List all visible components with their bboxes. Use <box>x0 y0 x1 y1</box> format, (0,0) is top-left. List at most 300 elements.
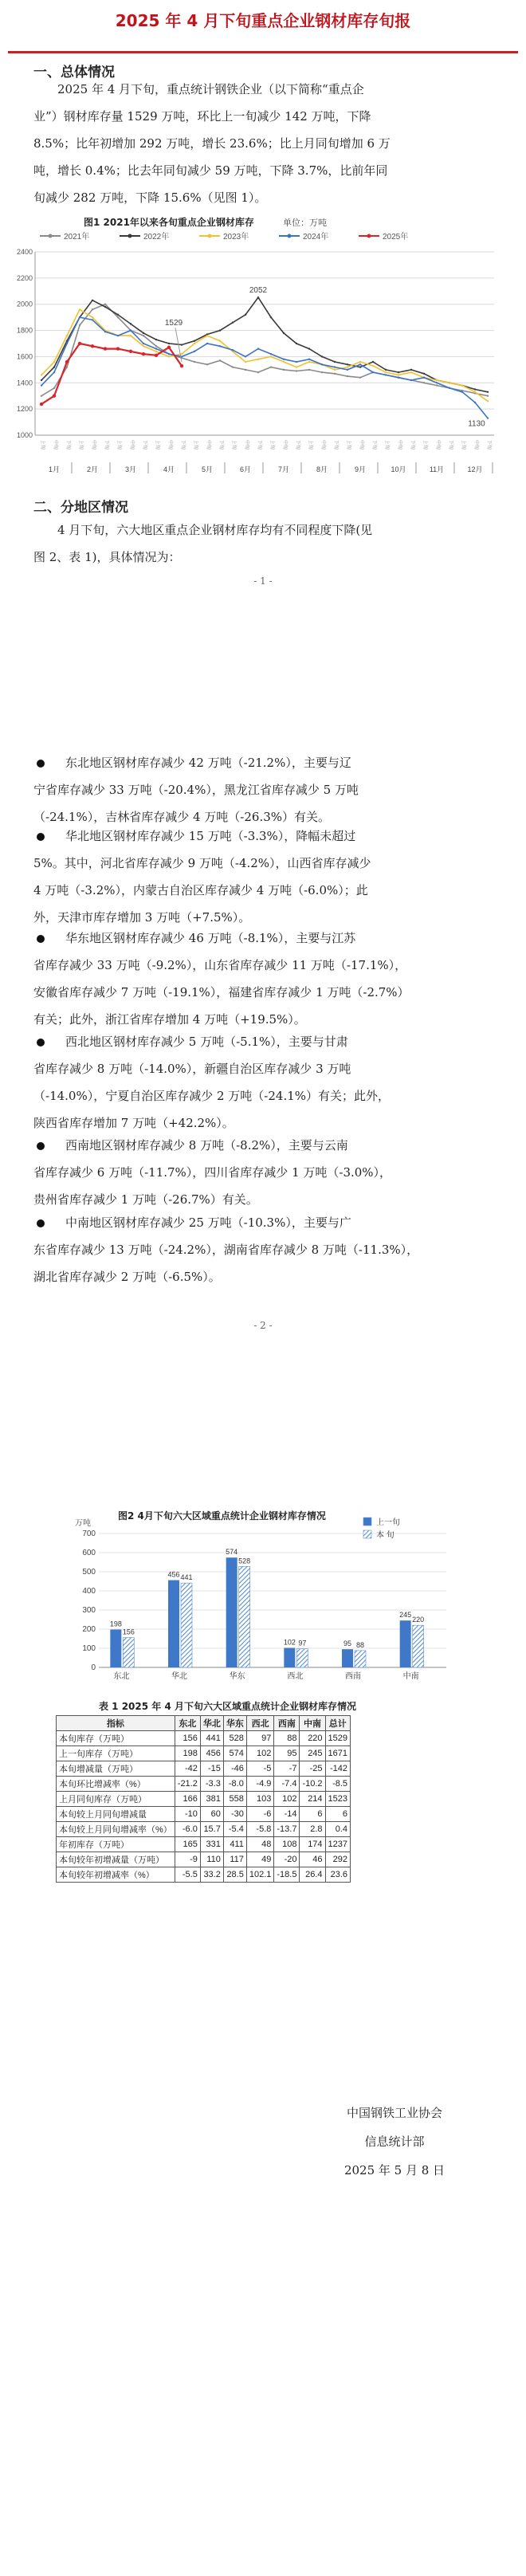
data-point <box>104 304 106 305</box>
region-line: 有关；此外，浙江省库存增加 4 万吨（+19.5%）。 <box>33 1012 306 1027</box>
x-dekad-label: 中旬 <box>473 440 478 450</box>
data-point <box>155 351 157 352</box>
table-row-label: 本旬较年初增减量（万吨） <box>57 1852 175 1867</box>
data-point <box>372 371 374 373</box>
report-title: 2025 年 4 月下旬重点企业钢材库存旬报 <box>115 11 411 30</box>
figure2-title: 图2 4月下旬六大区域重点统计企业钢材库存情况 <box>118 1510 326 1522</box>
table-cell: -5.5 <box>175 1867 200 1883</box>
table-cell: 117 <box>223 1852 246 1867</box>
x-dekad-label: 下旬 <box>218 440 223 450</box>
table-header-cell: 指标 <box>57 1716 175 1731</box>
legend-label: 2021年 <box>64 233 90 242</box>
y-tick-label: 200 <box>82 1625 96 1634</box>
table1 <box>56 1715 351 1883</box>
data-point <box>461 384 463 386</box>
table-header-cell: 东北 <box>175 1716 200 1731</box>
data-point <box>474 391 476 393</box>
data-point <box>206 343 208 344</box>
data-point <box>53 387 55 389</box>
table-cell: -4.9 <box>246 1777 274 1792</box>
data-point <box>181 353 183 355</box>
x-category-label: 华北 <box>171 1672 187 1681</box>
annotation-label: 1529 <box>164 319 183 328</box>
x-dekad-label: 上旬 <box>384 440 389 450</box>
table-cell: -18.5 <box>274 1867 300 1883</box>
data-point <box>487 391 489 393</box>
table-row <box>57 1731 351 1746</box>
page-number: - 1 - <box>253 575 273 587</box>
data-point <box>232 366 234 367</box>
data-point <box>283 361 285 363</box>
y-tick-label: 2200 <box>16 273 33 282</box>
data-point <box>436 382 438 383</box>
table-header-cell: 总计 <box>325 1716 350 1731</box>
table-cell: -7.4 <box>274 1777 300 1792</box>
table-header-cell: 华北 <box>200 1716 223 1731</box>
page-number: - 2 - <box>253 1320 273 1331</box>
data-point <box>334 361 336 363</box>
section2-intro <box>33 516 500 571</box>
data-point <box>41 395 42 397</box>
bar-value-label: 220 <box>412 1616 425 1624</box>
data-point <box>308 359 310 360</box>
data-point <box>219 359 221 361</box>
table-cell: 198 <box>175 1746 200 1761</box>
data-point <box>194 343 195 344</box>
x-month-label: 1月 <box>48 465 61 473</box>
bar-value-label: 95 <box>343 1639 352 1648</box>
data-point <box>91 344 94 348</box>
table-cell: 0.4 <box>325 1822 350 1837</box>
data-point <box>308 348 310 349</box>
bar-value-label: 456 <box>167 1570 180 1579</box>
table-cell: 60 <box>200 1807 223 1822</box>
data-point <box>398 374 399 375</box>
table-row-label: 本旬增减量（万吨） <box>57 1761 175 1777</box>
data-point <box>206 335 208 336</box>
data-point <box>385 369 387 371</box>
data-point <box>257 359 259 360</box>
table-cell: -8.5 <box>325 1777 350 1792</box>
table-row-label: 本旬环比增减率（%） <box>57 1777 175 1792</box>
region-line: 宁省库存减少 33 万吨（-20.4%），黑龙江省库存减少 5 万吨 <box>33 783 359 797</box>
table-cell: 102.1 <box>246 1867 274 1883</box>
x-dekad-label: 中旬 <box>91 440 96 450</box>
bar-value-label: 574 <box>226 1548 238 1557</box>
table-cell: -5.4 <box>223 1822 246 1837</box>
x-category-label: 西北 <box>287 1672 304 1681</box>
data-point <box>40 402 43 406</box>
table-row <box>57 1792 351 1807</box>
y-tick-label: 100 <box>82 1644 96 1653</box>
table-row-label: 本旬较上月同旬增减率（%） <box>57 1822 175 1837</box>
bar-prev <box>284 1648 295 1667</box>
table-cell: 166 <box>175 1792 200 1807</box>
bullet-icon <box>37 1142 45 1150</box>
table-cell: -25 <box>300 1761 325 1777</box>
table-cell: -7 <box>274 1761 300 1777</box>
table1-title: 表 1 2025 年 4 月下旬六大区域重点统计企业钢材库存情况 <box>99 1701 356 1712</box>
data-point <box>296 370 297 371</box>
bar-curr <box>355 1651 366 1667</box>
x-category-label: 中南 <box>402 1672 419 1681</box>
data-point <box>245 355 246 357</box>
data-point <box>167 346 171 349</box>
legend-swatch <box>363 1518 371 1526</box>
x-dekad-label: 下旬 <box>486 440 491 450</box>
table-row <box>57 1822 351 1837</box>
x-dekad-label: 中旬 <box>167 440 172 450</box>
data-point <box>219 345 221 347</box>
data-point <box>283 369 285 371</box>
table-cell: -13.7 <box>274 1822 300 1837</box>
data-point <box>79 316 80 318</box>
region-north <box>33 823 500 931</box>
region-northwest <box>33 1028 500 1137</box>
data-point <box>41 379 42 381</box>
table-header-cell: 中南 <box>300 1716 325 1731</box>
data-point <box>92 300 93 301</box>
region-line: （-24.1%），吉林省库存减少 4 万吨（-26.3%）有关。 <box>33 810 331 824</box>
table-row <box>57 1837 351 1852</box>
section1-line: 2025 年 4 月下旬，重点统计钢铁企业（以下简称“重点企 <box>57 82 364 96</box>
table-cell: 15.7 <box>200 1822 223 1837</box>
x-dekad-label: 下旬 <box>295 440 300 450</box>
table-cell: -5 <box>246 1761 274 1777</box>
x-dekad-label: 中旬 <box>129 440 134 450</box>
data-point <box>296 343 297 344</box>
section1-line: 8.5%；比年初增加 292 万吨，增长 23.6%；比上月同旬增加 6 万 <box>33 136 391 151</box>
region-line: 省库存减少 8 万吨（-14.0%），新疆自治区库存减少 3 万吨 <box>33 1062 351 1076</box>
region-line: 华东地区钢材库存减少 46 万吨（-8.1%），主要与江苏 <box>65 931 356 945</box>
data-point <box>245 361 246 363</box>
data-point <box>270 316 272 318</box>
data-point <box>423 373 425 375</box>
data-point <box>359 361 361 363</box>
x-dekad-label: 上旬 <box>40 440 45 450</box>
section2-intro-line: 4 月下旬，六大地区重点企业钢材库存均有不同程度下降(见 <box>57 523 373 537</box>
x-dekad-label: 下旬 <box>257 440 261 450</box>
table-cell: 220 <box>300 1731 325 1746</box>
data-point <box>372 361 374 363</box>
data-point <box>92 308 93 310</box>
y-tick-label: 700 <box>82 1530 96 1538</box>
section1-body <box>33 76 500 211</box>
region-line: 省库存减少 6 万吨（-11.7%），四川省库存减少 1 万吨（-3.0%）， <box>33 1165 392 1180</box>
table-row-label: 上一旬库存（万吨） <box>57 1746 175 1761</box>
table-cell: 456 <box>200 1746 223 1761</box>
data-point <box>155 348 157 349</box>
data-point <box>321 355 323 357</box>
region-southwest <box>33 1132 500 1213</box>
data-point <box>117 316 119 318</box>
data-point <box>423 382 425 383</box>
table-cell: 2.8 <box>300 1822 325 1837</box>
x-dekad-label: 下旬 <box>180 440 185 450</box>
table-header-row <box>57 1716 351 1731</box>
signature-dept: 信息统计部 <box>364 2134 425 2149</box>
region-line: 贵州省库存减少 1 万吨（-26.7%）有关。 <box>33 1192 258 1207</box>
x-dekad-label: 下旬 <box>448 440 453 450</box>
region-line: 湖北省库存减少 2 万吨（-6.5%）。 <box>33 1270 221 1284</box>
y-tick-label: 2400 <box>16 248 33 256</box>
x-category-label: 东北 <box>113 1672 130 1681</box>
bar-curr <box>413 1625 424 1667</box>
data-point <box>104 306 106 308</box>
table-cell: 23.6 <box>325 1867 350 1883</box>
x-dekad-label: 下旬 <box>333 440 338 450</box>
table-cell: 103 <box>246 1792 274 1807</box>
table-cell: 245 <box>300 1746 325 1761</box>
data-point <box>487 395 489 397</box>
data-point <box>296 366 297 367</box>
data-point <box>168 355 170 357</box>
x-month-label: 11月 <box>429 465 445 473</box>
data-point <box>66 366 68 367</box>
data-point <box>206 363 208 365</box>
table-cell: 108 <box>274 1837 300 1852</box>
bullet-icon <box>37 833 45 841</box>
table-row <box>57 1777 351 1792</box>
table-cell: 331 <box>200 1837 223 1852</box>
x-dekad-label: 上旬 <box>155 440 159 450</box>
table-cell: -10.2 <box>300 1777 325 1792</box>
figure2-bar-chart <box>72 1516 454 1687</box>
x-month-label: 10月 <box>391 465 406 473</box>
data-point <box>334 373 336 375</box>
data-point <box>53 361 55 363</box>
data-point <box>461 391 463 393</box>
table-cell: 156 <box>175 1731 200 1746</box>
table-cell: 102 <box>246 1746 274 1761</box>
x-dekad-label: 上旬 <box>422 440 427 450</box>
bar-prev <box>342 1649 353 1667</box>
data-point <box>41 384 42 386</box>
section2-intro-line: 图 2、表 1)，具体情况为： <box>33 550 181 564</box>
data-point <box>283 359 285 360</box>
table-cell: 33.2 <box>200 1867 223 1883</box>
data-point <box>143 343 144 344</box>
section2-heading: 二、分地区情况 <box>33 500 128 516</box>
region-central-south <box>33 1209 500 1290</box>
data-point <box>398 377 399 379</box>
series-line-2023年 <box>41 309 488 401</box>
table-cell: -3.3 <box>200 1777 223 1792</box>
data-point <box>270 355 272 357</box>
table-row-label: 本旬较上月同旬增减量 <box>57 1807 175 1822</box>
data-point <box>245 369 246 371</box>
data-point <box>168 353 170 355</box>
data-point <box>79 324 80 326</box>
x-month-label: 8月 <box>316 465 328 473</box>
legend-label: 2023年 <box>223 233 249 242</box>
data-point <box>155 345 157 347</box>
data-point <box>283 332 285 334</box>
legend-marker <box>288 234 292 238</box>
y-tick-label: 0 <box>91 1663 96 1672</box>
y-tick-label: 400 <box>82 1587 96 1596</box>
data-point <box>194 361 195 363</box>
x-month-label: 2月 <box>86 465 99 473</box>
table-row-label: 上月同旬库存（万吨） <box>57 1792 175 1807</box>
table-cell: 411 <box>223 1837 246 1852</box>
legend-label: 上一旬 <box>376 1518 400 1527</box>
table-header-cell: 华东 <box>223 1716 246 1731</box>
data-point <box>436 384 438 386</box>
table-cell: 95 <box>274 1746 300 1761</box>
table-cell: -14 <box>274 1807 300 1822</box>
data-point <box>410 369 412 371</box>
table-cell: 48 <box>246 1837 274 1852</box>
legend-label: 2025年 <box>383 233 409 242</box>
table-cell: 1529 <box>325 1731 350 1746</box>
bullet-icon <box>37 935 45 943</box>
x-dekad-label: 上旬 <box>78 440 83 450</box>
table-cell: 165 <box>175 1837 200 1852</box>
data-point <box>308 361 310 363</box>
table-cell: -15 <box>200 1761 223 1777</box>
x-dekad-label: 中旬 <box>244 440 249 450</box>
region-line: 省库存减少 33 万吨（-9.2%），山东省库存减少 11 万吨（-17.1%）， <box>33 958 407 972</box>
data-point <box>398 371 399 373</box>
x-month-label: 3月 <box>124 465 137 473</box>
table-row <box>57 1807 351 1822</box>
bar-value-label: 102 <box>283 1638 296 1647</box>
data-point <box>257 371 259 373</box>
x-month-label: 9月 <box>354 465 367 473</box>
figure1-title: 图1 2021年以来各旬重点企业钢材库存 <box>84 217 254 228</box>
figure1-line-chart <box>16 226 510 489</box>
data-point <box>143 345 144 347</box>
x-dekad-label: 上旬 <box>461 440 465 450</box>
region-line: 西南地区钢材库存减少 8 万吨（-8.2%），主要与云南 <box>65 1138 348 1153</box>
x-category-label: 华东 <box>229 1672 245 1681</box>
x-dekad-label: 上旬 <box>116 440 121 450</box>
legend-label: 2024年 <box>303 233 329 242</box>
data-point <box>270 366 272 367</box>
table-cell: 28.5 <box>223 1867 246 1883</box>
data-point <box>436 379 438 381</box>
table-row-label: 年初库存（万吨） <box>57 1837 175 1852</box>
y-tick-label: 1200 <box>16 405 33 414</box>
table1-wrapper <box>56 1715 351 1883</box>
data-point <box>474 388 476 390</box>
region-line: 外，天津市库存增加 3 万吨（+7.5%）。 <box>33 910 251 925</box>
x-dekad-label: 上旬 <box>346 440 351 450</box>
bar-curr <box>296 1649 308 1667</box>
bar-value-label: 441 <box>180 1573 193 1582</box>
table-cell: 528 <box>223 1731 246 1746</box>
data-point <box>423 377 425 379</box>
data-point <box>65 360 69 363</box>
data-point <box>359 363 361 365</box>
data-point <box>257 296 259 298</box>
section1-line: 吨，增长 0.4%；比去年同旬减少 59 万吨，下降 3.7%，比前年同 <box>33 163 388 178</box>
annotation-label: 1130 <box>468 419 485 429</box>
table-cell: -30 <box>223 1807 246 1822</box>
bar-curr <box>181 1583 192 1667</box>
table-row <box>57 1746 351 1761</box>
bar-value-label: 245 <box>399 1611 412 1620</box>
bar-value-label: 88 <box>355 1640 365 1649</box>
data-point <box>347 369 348 371</box>
x-month-label: 7月 <box>277 465 290 473</box>
data-point <box>92 319 93 320</box>
table-row-label: 本旬较年初增减率（%） <box>57 1867 175 1883</box>
series-line-2021年 <box>41 304 488 396</box>
x-dekad-label: 下旬 <box>104 440 108 450</box>
data-point <box>487 400 489 402</box>
x-dekad-label: 上旬 <box>231 440 236 450</box>
legend-marker <box>367 234 371 238</box>
region-line: 东省库存减少 13 万吨（-24.2%），湖南省库存减少 8 万吨（-11.3%）， <box>33 1243 419 1257</box>
table-cell: -8.0 <box>223 1777 246 1792</box>
bar-prev <box>400 1620 411 1667</box>
table-cell: 102 <box>274 1792 300 1807</box>
data-point <box>449 382 450 383</box>
data-point <box>334 369 336 371</box>
region-line: 安徽省库存减少 7 万吨（-19.1%），福建省库存减少 1 万吨（-2.7%） <box>33 985 410 999</box>
table-row <box>57 1867 351 1883</box>
data-point <box>487 417 489 418</box>
figure1-unit: 单位：万吨 <box>283 218 327 228</box>
table-cell: -9 <box>175 1852 200 1867</box>
bullet-icon <box>37 1219 45 1227</box>
table-row <box>57 1761 351 1777</box>
data-point <box>181 344 183 345</box>
y-tick-label: 1800 <box>16 326 33 335</box>
data-point <box>129 350 132 353</box>
table-cell: 46 <box>300 1852 325 1867</box>
data-point <box>53 366 55 367</box>
table-cell: -5.8 <box>246 1822 274 1837</box>
data-point <box>104 331 106 332</box>
data-point <box>78 342 81 345</box>
data-point <box>474 402 476 403</box>
region-line: 中南地区钢材库存减少 25 万吨（-10.3%），主要与广 <box>65 1215 351 1230</box>
x-category-label: 西南 <box>345 1672 361 1681</box>
y-tick-label: 1600 <box>16 352 33 361</box>
y-tick-label: 1400 <box>16 379 33 387</box>
region-line: 5%。其中，河北省库存减少 9 万吨（-4.2%），山西省库存减少 <box>33 856 371 870</box>
x-dekad-label: 中旬 <box>206 440 210 450</box>
x-dekad-label: 上旬 <box>308 440 312 450</box>
region-line: 4 万吨（-3.2%），内蒙古自治区库存减少 4 万吨（-6.0%）；此 <box>33 883 368 897</box>
legend-marker <box>49 234 53 238</box>
data-point <box>117 314 119 316</box>
x-dekad-label: 中旬 <box>359 440 363 450</box>
legend-label: 本 旬 <box>376 1531 394 1540</box>
data-point <box>104 347 107 350</box>
table-cell: 110 <box>200 1852 223 1867</box>
data-point <box>219 340 221 342</box>
data-point <box>142 352 145 355</box>
data-point <box>168 343 170 344</box>
table-row-label: 本旬库存（万吨） <box>57 1731 175 1746</box>
table-cell: -42 <box>175 1761 200 1777</box>
data-point <box>334 366 336 367</box>
data-point <box>347 366 348 367</box>
x-dekad-label: 下旬 <box>410 440 414 450</box>
data-point <box>359 366 361 367</box>
region-line: （-14.0%），宁夏自治区库存减少 2 万吨（-24.1%）有关；此外， <box>33 1089 391 1103</box>
data-point <box>385 371 387 373</box>
title-divider <box>8 51 518 53</box>
bar-value-label: 156 <box>122 1628 135 1636</box>
data-point <box>321 371 323 373</box>
bar-curr <box>123 1638 134 1667</box>
data-point <box>385 374 387 375</box>
